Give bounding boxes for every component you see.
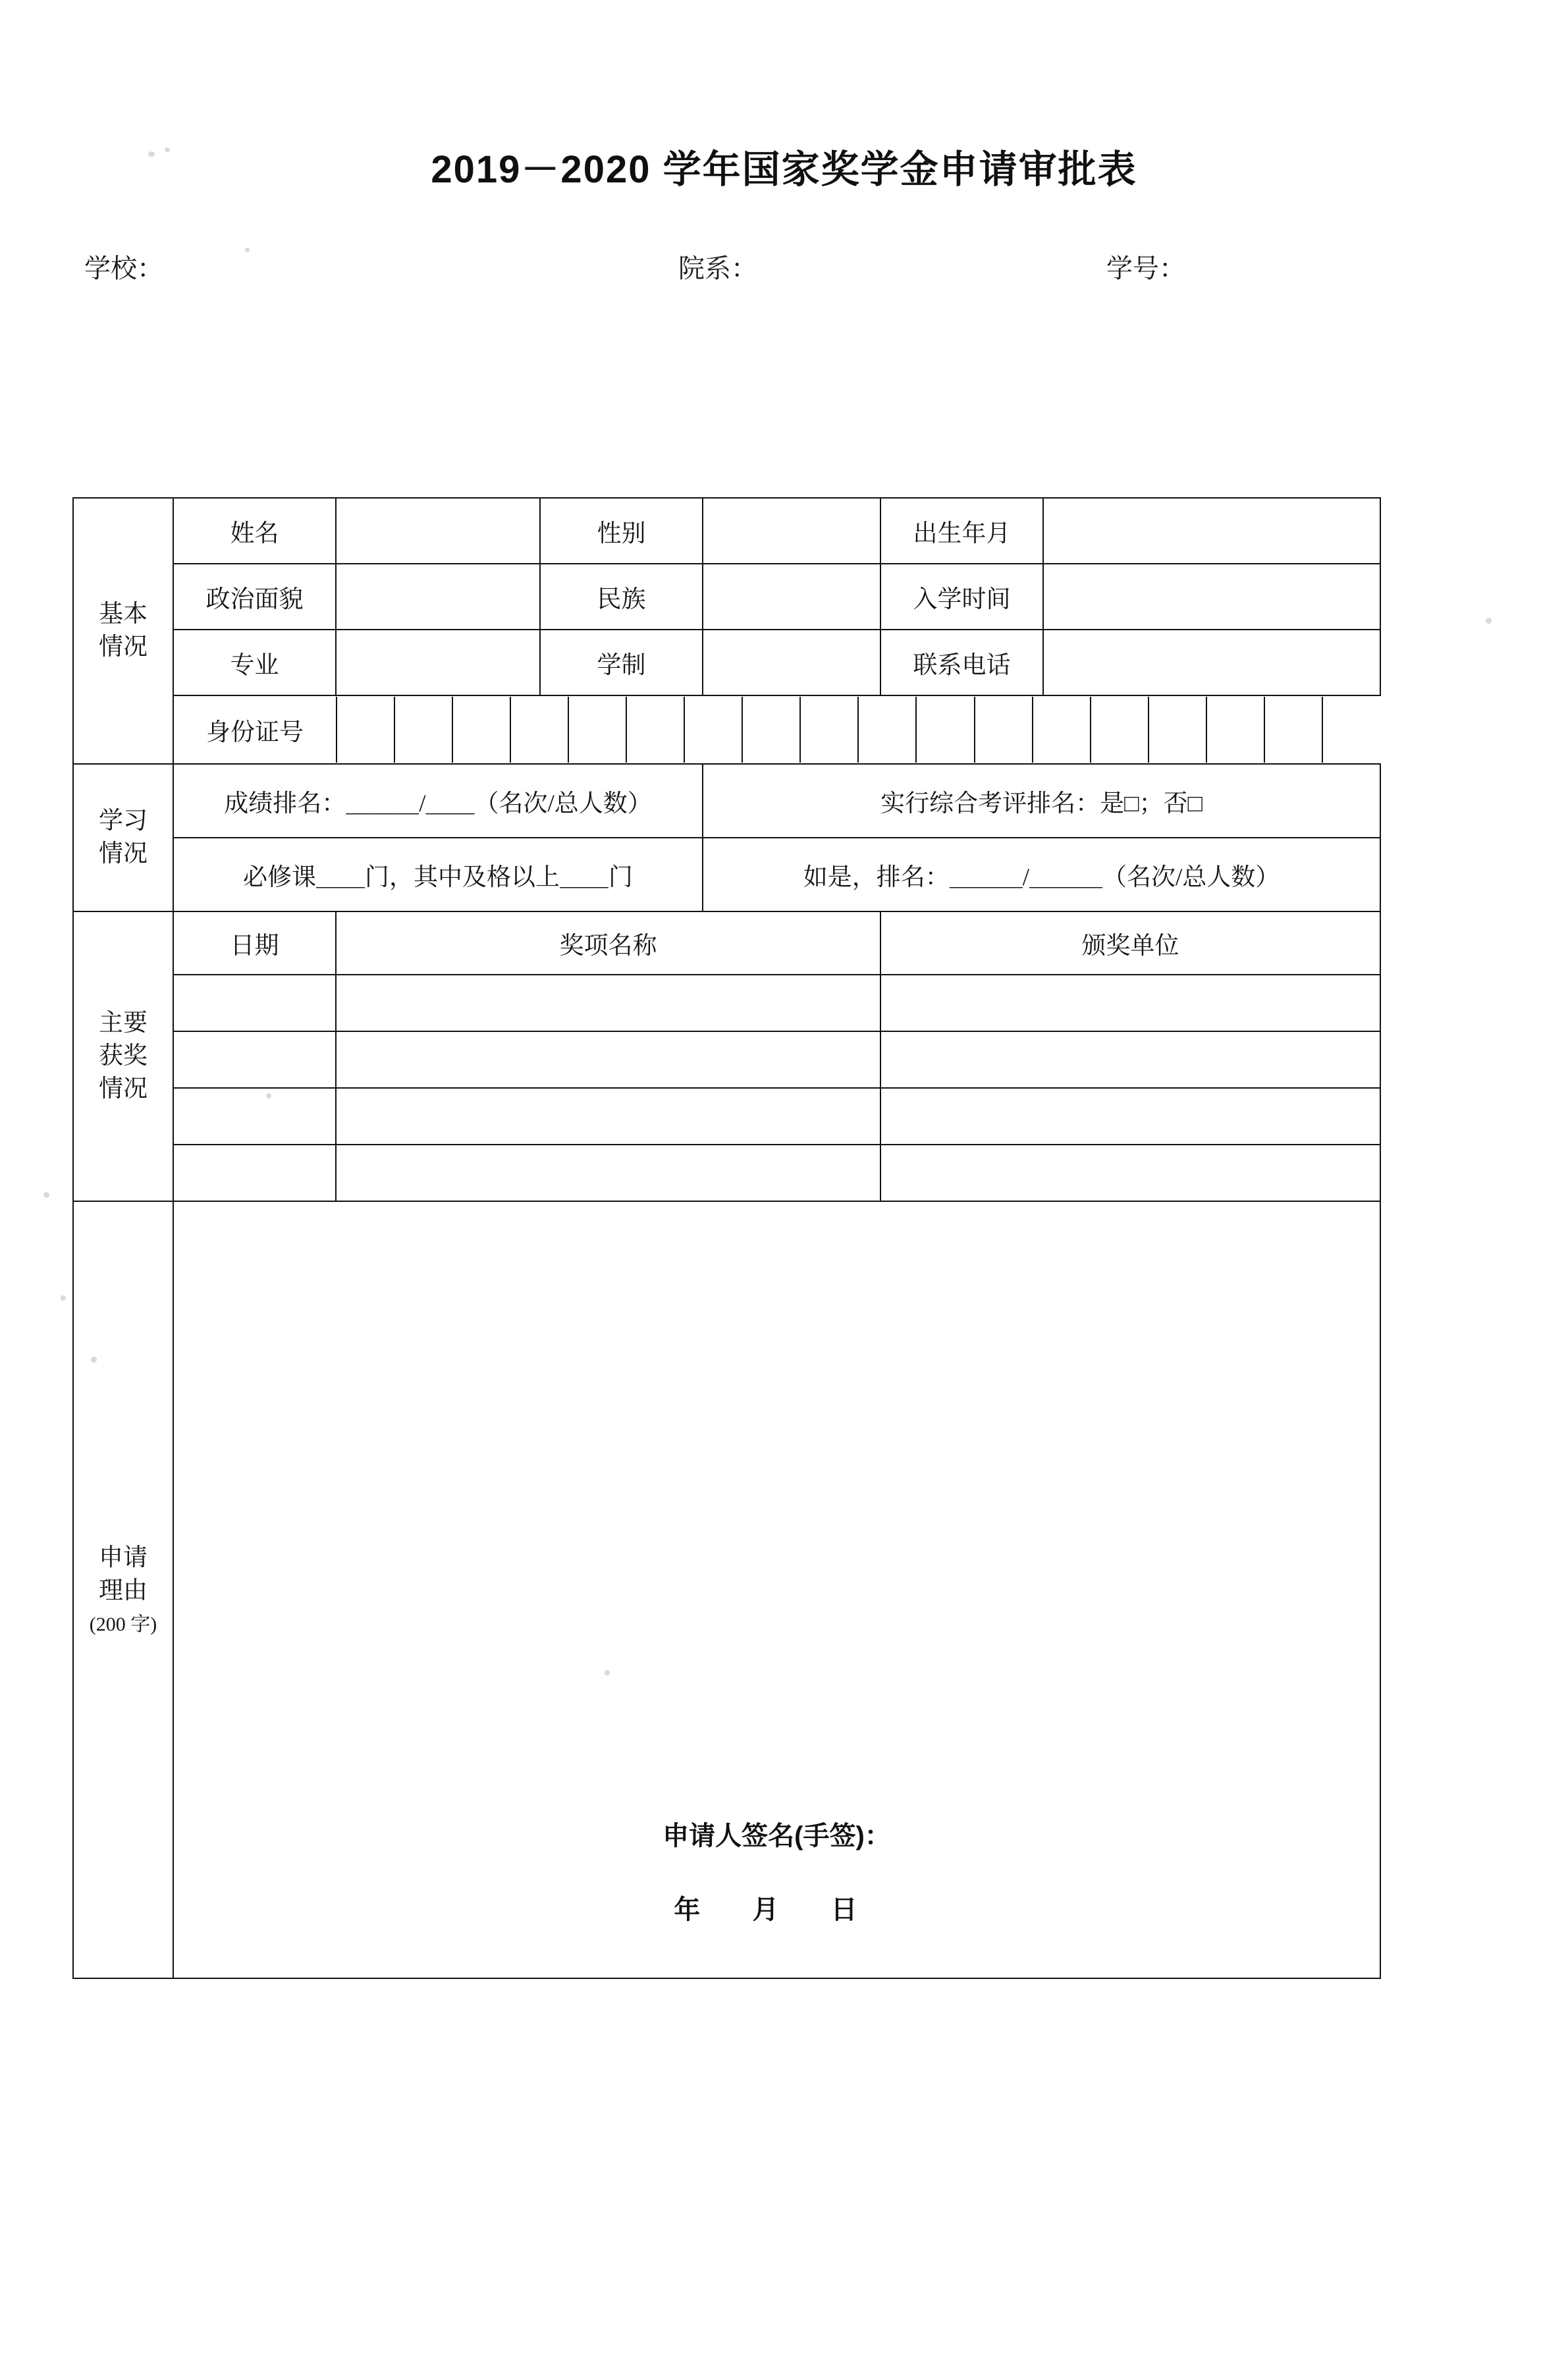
input-birthdate[interactable] [1043,498,1380,564]
label-enrollment-date: 入学时间 [880,564,1043,630]
page-title: 2019－2020 学年国家奖学金申请审批表 [431,148,1137,191]
input-gender[interactable] [703,498,880,564]
field-school-label: 学校： [84,254,163,283]
id-digit-box[interactable] [626,697,684,763]
label-political-status: 政治面貌 [173,564,336,630]
application-form-table [72,497,1381,1979]
input-major[interactable] [336,630,540,695]
header-fields [0,248,1568,287]
section-label-basic [73,498,173,764]
table-row [73,1145,1380,1201]
award-name-cell[interactable] [336,1145,880,1201]
scan-speck [165,148,170,152]
id-digit-box[interactable] [510,697,568,763]
field-required-courses[interactable]: 必修课＿＿门，其中及格以上＿＿门 [173,838,703,911]
section-label-awards-line2: 获奖 [99,1043,148,1070]
section-label-awards [73,911,173,1201]
award-name-cell[interactable] [336,1088,880,1145]
input-enrollment-date[interactable] [1043,564,1380,630]
award-date-cell[interactable] [173,1088,336,1145]
column-header-award-name: 奖项名称 [336,911,880,975]
id-digit-box[interactable] [800,697,858,763]
id-digit-box[interactable] [452,697,510,763]
id-digit-box[interactable] [394,697,452,763]
input-phone[interactable] [1043,630,1380,695]
document-page [0,138,1568,2357]
table-row [73,1031,1380,1088]
label-birthdate: 出生年月 [880,498,1043,564]
field-comprehensive-rank[interactable]: 如是，排名：＿＿＿/＿＿＿（名次/总人数） [703,838,1380,911]
id-digit-box[interactable] [1091,697,1149,763]
input-political-status[interactable] [336,564,540,630]
scan-speck [43,1192,49,1198]
award-unit-cell[interactable] [880,1088,1380,1145]
input-program-length[interactable] [703,630,880,695]
section-label-reason-sub: (200 字) [89,1613,157,1635]
award-date-cell[interactable] [173,1031,336,1088]
id-digit-box[interactable] [1149,697,1206,763]
id-digit-box[interactable] [1033,697,1091,763]
award-unit-cell[interactable] [880,1145,1380,1201]
award-date-cell[interactable] [173,975,336,1031]
id-digit-box[interactable] [1322,697,1380,763]
scan-speck [1486,618,1492,624]
section-label-study-line2: 情况 [99,840,148,867]
table-row [73,498,1380,564]
table-row-study-courses [73,838,1380,911]
label-program-length: 学制 [540,630,703,695]
label-major: 专业 [173,630,336,695]
award-unit-cell[interactable] [880,1031,1380,1088]
field-comprehensive-eval[interactable]: 实行综合考评排名：是□；否□ [703,764,1380,838]
section-label-reason [73,1201,173,1978]
table-row [73,630,1380,695]
field-student-id-label: 学号： [1106,254,1185,283]
section-label-study-line1: 学习 [99,807,148,835]
field-department-label: 院系： [678,254,757,283]
id-digit-box[interactable] [337,697,394,763]
section-label-reason-line1: 申请 [99,1544,148,1571]
column-header-award-unit: 颁奖单位 [880,911,1380,975]
section-label-basic-line2: 情况 [99,634,148,661]
table-row [73,1088,1380,1145]
section-label-reason-line2: 理由 [99,1577,148,1604]
table-row-id-number [73,695,1380,764]
input-name[interactable] [336,498,540,564]
section-label-study [73,764,173,911]
id-digit-box[interactable] [916,697,974,763]
label-phone: 联系电话 [880,630,1043,695]
table-row-reason [73,1201,1380,1978]
form-table-wrapper [72,497,1380,1979]
field-grade-rank[interactable]: 成绩排名：＿＿＿/＿＿（名次/总人数） [173,764,703,838]
scan-speck [61,1295,66,1301]
date-label: 年 月 日 [674,1895,880,1924]
id-digit-box[interactable] [1264,697,1322,763]
table-row-awards-header [73,911,1380,975]
label-ethnicity: 民族 [540,564,703,630]
input-ethnicity[interactable] [703,564,880,630]
table-row [73,564,1380,630]
id-digit-box[interactable] [684,697,742,763]
award-unit-cell[interactable] [880,975,1380,1031]
id-digit-box[interactable] [858,697,916,763]
award-name-cell[interactable] [336,975,880,1031]
award-date-cell[interactable] [173,1145,336,1201]
id-digit-box[interactable] [1206,697,1264,763]
id-digit-box[interactable] [975,697,1033,763]
section-label-awards-line3: 情况 [99,1075,148,1102]
award-name-cell[interactable] [336,1031,880,1088]
table-row-study-rank [73,764,1380,838]
column-header-date: 日期 [173,911,336,975]
table-row [73,975,1380,1031]
label-name: 姓名 [173,498,336,564]
id-digit-box[interactable] [742,697,800,763]
section-label-basic-line1: 基本 [99,601,148,628]
label-id-number: 身份证号 [174,697,337,763]
id-digit-box[interactable] [568,697,626,763]
scan-speck [148,151,155,157]
label-gender: 性别 [540,498,703,564]
section-label-awards-line1: 主要 [99,1010,148,1037]
signature-label: 申请人签名(手签)： [662,1822,891,1851]
input-reason-textarea[interactable] [173,1201,1380,1978]
